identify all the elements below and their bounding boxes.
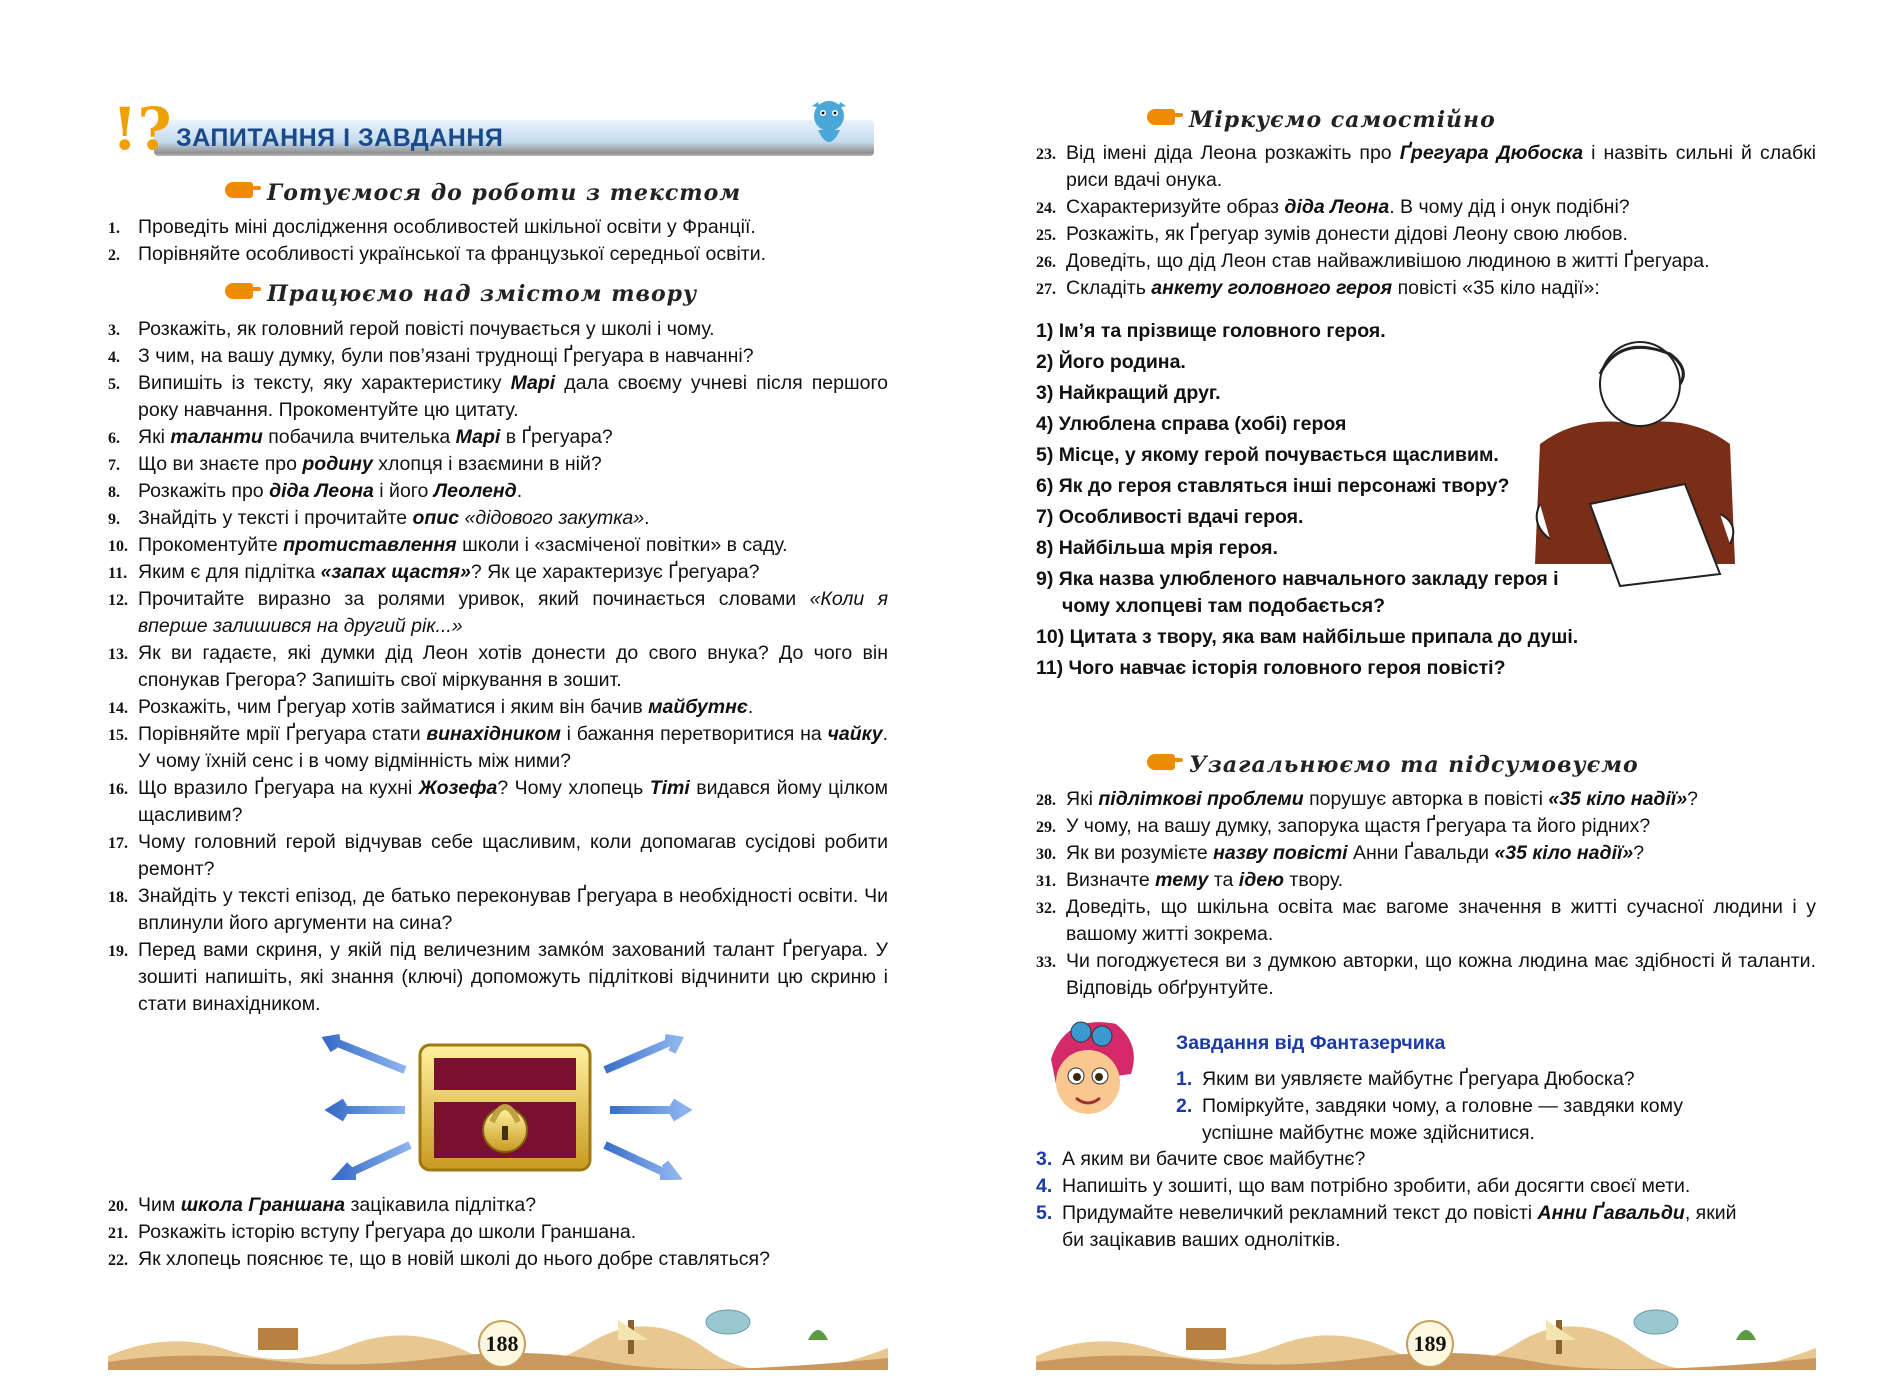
task-list-reflect — [1036, 140, 1816, 302]
questionnaire-item: 10) Цитата з твору, яка вам найбільше припала до душі. — [1036, 626, 1579, 648]
questionnaire-item: 7) Особливості вдачі героя. — [1036, 506, 1304, 528]
task-item — [108, 316, 888, 343]
task-number: 8. — [108, 484, 120, 501]
fantazerchyk-list-b — [1036, 1146, 1756, 1254]
task-item — [108, 640, 888, 694]
fantazerchyk-text: Придумайте невеличкий рекламний текст до повісті Анни Ґавальди, який би зацікавив ваших однолітків. — [1062, 1202, 1737, 1251]
task-number: 7. — [108, 457, 120, 474]
task-text: Розкажіть історію вступу Ґрегуара до школи Граншана. — [138, 1221, 637, 1243]
task-item — [108, 241, 888, 268]
fantazerchyk-number: 2. — [1176, 1095, 1193, 1117]
task-number: 33. — [1036, 954, 1056, 971]
task-number: 5. — [108, 376, 120, 393]
task-item — [108, 586, 888, 640]
task-number: 10. — [108, 538, 128, 555]
questionnaire-item: 5) Місце, у якому герой почувається щасливим. — [1036, 444, 1499, 466]
task-number: 27. — [1036, 281, 1056, 298]
treasure-chest-image — [320, 1030, 700, 1180]
task-text: Які підліткові проблеми порушує авторка в повісті «35 кіло надії»? — [1066, 788, 1699, 810]
task-item — [1036, 248, 1816, 275]
fantazerchyk-text: Напишіть у зошиті, що вам потрібно зробити, аби досягти своєї мети. — [1062, 1175, 1691, 1197]
hero-questionnaire — [1036, 318, 1596, 686]
task-number: 1. — [108, 220, 120, 237]
task-item — [108, 451, 888, 478]
pointing-hand-icon — [1147, 754, 1175, 770]
page-number: 189 — [1406, 1320, 1454, 1368]
fantazerchyk-number: 1. — [1176, 1068, 1193, 1090]
task-item — [1036, 948, 1816, 1002]
task-item — [108, 214, 888, 241]
task-text: Прокоментуйте протиставлення школи і «засміченої повітки» в саду. — [138, 534, 788, 556]
task-item — [108, 532, 888, 559]
task-item — [108, 883, 888, 937]
task-list-after-image — [108, 1192, 888, 1273]
task-number: 31. — [1036, 873, 1056, 890]
task-number: 11. — [108, 565, 128, 582]
boy-writing-image — [1520, 324, 1750, 594]
task-text: Доведіть, що дід Леон став найважливішою людиною в житті Ґрегуара. — [1066, 250, 1710, 272]
section-heading-reflect: Міркуємо самостійно — [1147, 107, 1496, 133]
task-number: 9. — [108, 511, 120, 528]
task-number: 23. — [1036, 146, 1056, 163]
task-text: Знайдіть у тексті епізод, де батько переконував Ґрегуара в необхідності освіти. Чи вплинули його аргументи на сина? — [138, 885, 888, 934]
task-text: Проведіть міні дослідження особливостей шкільної освіти у Франції. — [138, 216, 756, 238]
task-text: Складіть анкету головного героя повісті «35 кіло надії»: — [1066, 277, 1600, 299]
task-number: 24. — [1036, 200, 1056, 217]
task-item — [1036, 894, 1816, 948]
fantazerchyk-number: 4. — [1036, 1175, 1053, 1197]
task-text: Знайдіть у тексті і прочитайте опис «дідового закутка». — [138, 507, 650, 529]
task-number: 17. — [108, 835, 128, 852]
fantazerchyk-item — [1176, 1093, 1756, 1147]
fantazerchyk-title: Завдання від Фантазерчика — [1176, 1032, 1446, 1054]
questions-banner — [112, 95, 882, 163]
task-item — [108, 694, 888, 721]
task-item — [1036, 867, 1816, 894]
mascot-icon — [804, 94, 854, 158]
task-text: Чим школа Граншана зацікавила підлітка? — [138, 1194, 537, 1216]
task-text: Доведіть, що шкільна освіта має вагоме значення в житті сучасної людини і у вашому житті зокрема. — [1066, 896, 1816, 945]
section-heading-summary: Узагальнюємо та підсумовуємо — [1147, 752, 1639, 778]
task-text: Розкажіть про діда Леона і його Леоленд. — [138, 480, 523, 502]
task-number: 29. — [1036, 819, 1056, 836]
task-number: 21. — [108, 1225, 128, 1242]
task-number: 28. — [1036, 792, 1056, 809]
fantazerchyk-text: А яким ви бачите своє майбутнє? — [1062, 1148, 1366, 1170]
pointing-hand-icon — [1147, 109, 1175, 125]
questionnaire-item: 2) Його родина. — [1036, 351, 1186, 373]
task-list-content — [108, 316, 888, 1018]
pointing-hand-icon — [225, 182, 253, 198]
task-number: 26. — [1036, 254, 1056, 271]
fantazerchyk-character-image — [1036, 1014, 1146, 1124]
fantazerchyk-item — [1176, 1066, 1756, 1093]
task-item — [108, 343, 888, 370]
task-item — [1036, 140, 1816, 194]
task-text: Чому головний герой відчував себе щасливим, коли допомагав сусідові робити ремонт? — [138, 831, 888, 880]
task-number: 4. — [108, 349, 120, 366]
task-item — [1036, 275, 1816, 302]
task-text: Розкажіть, чим Ґрегуар хотів займатися і яким він бачив майбутнє. — [138, 696, 754, 718]
task-item — [1036, 194, 1816, 221]
task-number: 16. — [108, 781, 128, 798]
banner-title: ЗАПИТАННЯ І ЗАВДАННЯ — [176, 124, 504, 152]
task-number: 15. — [108, 727, 128, 744]
task-item — [108, 424, 888, 451]
question-exclaim-icon: !? — [112, 95, 172, 163]
task-text: У чому, на вашу думку, запорука щастя Ґрегуара та його рідних? — [1066, 815, 1651, 837]
questionnaire-item: 8) Найбільша мрія героя. — [1036, 537, 1278, 559]
task-item — [108, 1192, 888, 1219]
fantazerchyk-item — [1036, 1146, 1756, 1173]
fantazerchyk-text: Яким ви уявляєте майбутнє Ґрегуара Дюбоска? — [1202, 1068, 1635, 1090]
task-number: 2. — [108, 247, 120, 264]
task-text: Перед вами скриня, у якій під величезним замко́м захований талант Ґрегуара. У зошиті напишіть, які знання (ключі) допоможуть підліткові відчинити цю скриню і стати винахідником. — [138, 939, 888, 1015]
task-item — [108, 505, 888, 532]
task-text: Які таланти побачила вчителька Марі в Ґрегуара? — [138, 426, 613, 448]
task-item — [1036, 786, 1816, 813]
task-list-prep — [108, 214, 888, 268]
task-text: Випишіть із тексту, яку характеристику Марі дала своєму учневі після першого року навчання. Прокоментуйте цю цитату. — [138, 372, 888, 421]
task-text: Як хлопець пояснює те, що в новій школі до нього добре ставляться? — [138, 1248, 770, 1270]
questionnaire-item: 1) Ім’я та прізвище головного героя. — [1036, 320, 1386, 342]
task-number: 18. — [108, 889, 128, 906]
task-text: Порівняйте особливості української та французької середньої освіти. — [138, 243, 767, 265]
fantazerchyk-number: 5. — [1036, 1202, 1053, 1224]
questionnaire-item: 3) Найкращий друг. — [1036, 382, 1221, 404]
task-item — [108, 1219, 888, 1246]
questionnaire-item: 9) Яка назва улюбленого навчального закладу героя і чому хлопцеві там подобається? — [1036, 568, 1559, 617]
right-page — [952, 0, 1904, 1400]
task-text: Схарактеризуйте образ діда Леона. В чому дід і онук подібні? — [1066, 196, 1630, 218]
fantazerchyk-text: Поміркуйте, завдяки чому, а головне — завдяки кому успішне майбутнє може здійснитися. — [1202, 1095, 1683, 1144]
task-text: Як ви розумієте назву повісті Анни Ґавальди «35 кіло надії»? — [1066, 842, 1645, 864]
task-item — [1036, 813, 1816, 840]
task-number: 12. — [108, 592, 128, 609]
task-text: Визначте тему та ідею твору. — [1066, 869, 1344, 891]
task-item — [1036, 840, 1816, 867]
fantazerchyk-item — [1036, 1173, 1756, 1200]
fantazerchyk-list-a — [1176, 1066, 1756, 1147]
page-number: 188 — [478, 1320, 526, 1368]
task-number: 22. — [108, 1252, 128, 1269]
task-number: 30. — [1036, 846, 1056, 863]
task-item — [1036, 221, 1816, 248]
task-number: 19. — [108, 943, 128, 960]
task-item — [108, 478, 888, 505]
task-number: 6. — [108, 430, 120, 447]
task-item — [108, 829, 888, 883]
task-text: Порівняйте мрії Ґрегуара стати винахідником і бажання перетворитися на чайку. У чому їхній сенс і в чому відмінність між ними? — [138, 723, 888, 772]
section-heading-prep: Готуємося до роботи з текстом — [225, 180, 741, 206]
task-text: Як ви гадаєте, які думки дід Леон хотів донести до свого внука? До чого він спонукав Грегора? Запишіть свої міркування в зошит. — [138, 642, 888, 691]
questionnaire-item: 11) Чого навчає історія головного героя повісті? — [1036, 657, 1506, 679]
task-item — [108, 775, 888, 829]
task-text: Розкажіть, як Ґрегуар зумів донести дідові Леону свою любов. — [1066, 223, 1628, 245]
questionnaire-item: 6) Як до героя ставляться інші персонажі твору? — [1036, 475, 1510, 497]
task-text: Чи погоджуєтеся ви з думкою авторки, що кожна людина має здібності й таланти. Відповідь обґрунтуйте. — [1066, 950, 1816, 999]
task-item — [108, 721, 888, 775]
task-number: 3. — [108, 322, 120, 339]
footer-decoration — [1036, 1300, 1816, 1370]
footer-decoration — [108, 1300, 888, 1370]
task-item — [108, 559, 888, 586]
task-number: 13. — [108, 646, 128, 663]
pointing-hand-icon — [225, 283, 253, 299]
task-list-summary — [1036, 786, 1816, 1002]
task-text: Що ви знаєте про родину хлопця і взаємини в ній? — [138, 453, 602, 475]
task-number: 20. — [108, 1198, 128, 1215]
task-item — [108, 937, 888, 1018]
task-number: 14. — [108, 700, 128, 717]
task-item — [108, 370, 888, 424]
task-item — [108, 1246, 888, 1273]
task-text: Прочитайте виразно за ролями уривок, який починається словами «Коли я вперше залишився на другий рік...» — [138, 588, 888, 637]
task-text: Яким є для підлітка «запах щастя»? Як це характеризує Ґрегуара? — [138, 561, 760, 583]
task-text: З чим, на вашу думку, були пов’язані труднощі Ґрегуара в навчанні? — [138, 345, 754, 367]
task-text: Що вразило Ґрегуара на кухні Жозефа? Чому хлопець Тіті видався йому цілком щасливим? — [138, 777, 889, 826]
fantazerchyk-number: 3. — [1036, 1148, 1053, 1170]
questionnaire-item: 4) Улюблена справа (хобі) героя — [1036, 413, 1347, 435]
task-number: 25. — [1036, 227, 1056, 244]
task-number: 32. — [1036, 900, 1056, 917]
task-text: Розкажіть, як головний герой повісті почувається у школі і чому. — [138, 318, 715, 340]
section-heading-content: Працюємо над змістом твору — [225, 281, 697, 307]
task-text: Від імені діда Леона розкажіть про Ґрегуара Дюбоска і назвіть сильні й слабкі риси вдачі онука. — [1066, 142, 1817, 191]
fantazerchyk-item — [1036, 1200, 1756, 1254]
